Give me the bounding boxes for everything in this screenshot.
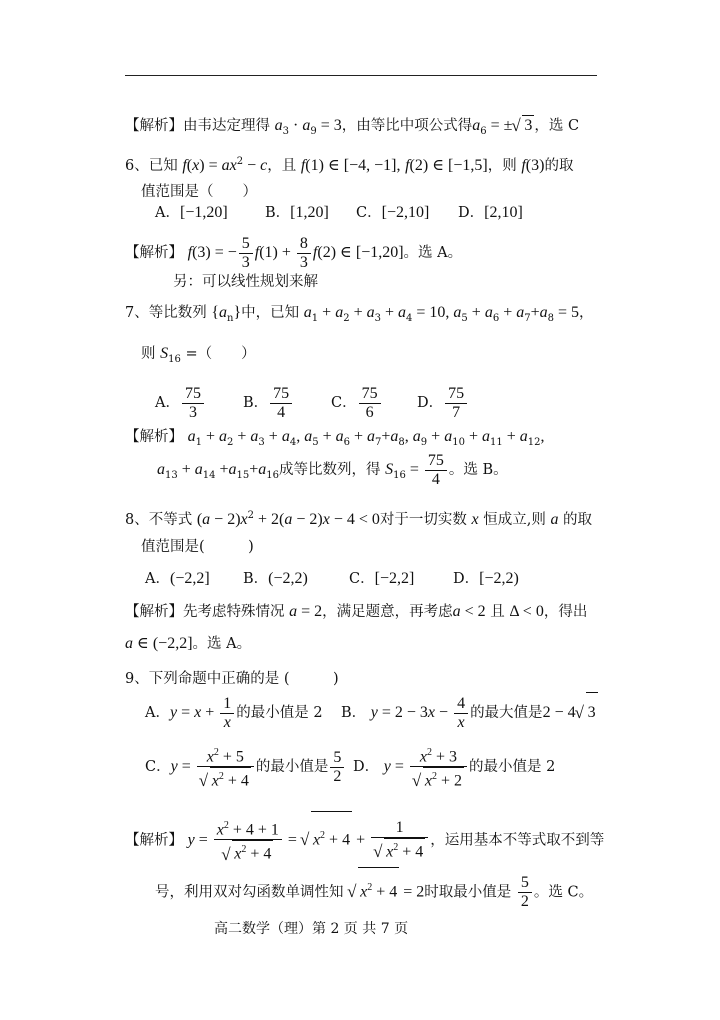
page-footer: 高二数学（理）第 2 页 共 7 页	[214, 921, 409, 937]
q6-solution: 【解析】 f(3) = − $\frac{5}{3}$ f(1) + $\frac{8}{3}$ f(2) ∈ [−1,20]。选 A。	[125, 234, 463, 271]
q7-options: A． $\frac{75}{3}$ B． $\frac{75}{4}$ C． $\frac{75}{6}$ D． $\frac{75}{7}$	[155, 381, 469, 425]
q6-alt-note: 另：可以线性规划来解	[173, 274, 318, 290]
q7-stem-line2: 则 $S_{16}$ =（ ）	[141, 345, 256, 365]
solution-tag: 【解析】	[125, 604, 183, 620]
q8-solution-line2: a ∈ (−2,2]。选 A。	[125, 635, 252, 652]
q5-solution: 【解析】由韦达定理得 $a_3 \cdot a_9 = 3$，由等比中项公式得$a_6$ = ±√ 3 ，选 C	[125, 115, 579, 142]
q9-options-ab: A．y = x + $\frac{1}{x}$ 的最小值是 2 B． y = 2 − 3x − $\frac{4}{x}$ 的最大值是2 − 4√ 3	[145, 692, 598, 733]
solution-tag: 【解析】	[125, 118, 183, 134]
q9-options-cd: C．y = $x^2 + 5$ √ $x^2 + 4$ 的最小值是 $\frac{5}{2}$ D． y = $x^2 + 3$ √ $x^2 + 2$ 的最小值是 2	[145, 743, 555, 791]
q8-stem: 8、不等式 $(a - 2)x^2 + 2(a - 2)x - 4 < 0$对于一切实数 x 恒成立,则 a 的取	[125, 510, 593, 528]
q7-solution-line2: $a_{13} + a_{14} +a_{15}+a_{16}$成等比数列，得 $S_{16}$ = $\frac{75}{4}$ 。选 B。	[157, 451, 508, 488]
q8-solution: 【解析】先考虑特殊情况 a = 2，满足题意，再考虑a < 2 且 Δ < 0，得出	[125, 603, 588, 620]
q6-stem: 6、已知 $f(x) = ax^2 - c$，且 f(1) ∈ [−4, −1], f(2) ∈ [−1,5]，则 f(3)的取	[125, 156, 574, 174]
header-rule	[125, 75, 597, 76]
q9-solution-line2: 号，利用双对勾函数单调性知 √ $x^2 + 4 = 2$时取最小值是 $\frac{5}{2}$ 。选 C。	[155, 867, 593, 912]
q6-options: A．[−1,20] B．[1,20] C．[−2,10] D．[2,10]	[155, 204, 523, 221]
q9-stem: 9、下列命题中正确的是 ( )	[125, 671, 339, 687]
q8-options: A．(−2,2] B．(−2,2) C．[−2,2] D．[−2,2)	[145, 570, 519, 587]
q7-solution: 【解析】 $a_1 + a_2 + a_3 + a_4$, $a_5 + a_6 + a_7+a_8$, $a_9 + a_{10} + a_{11} + a_{12}$,	[125, 428, 545, 448]
q6-stem-line2: 值范围是（ ）	[141, 184, 257, 200]
solution-tag: 【解析】	[125, 429, 183, 445]
q8-stem-line2: 值范围是( )	[141, 539, 254, 555]
q9-solution: 【解析】 y = $x^2 + 4 + 1$ √ $x^2 + 4$ = √ $x^2 + 4$ + 1 √ $x^2 + 4$ ，运用基本不等式取不到等	[125, 811, 604, 864]
solution-tag: 【解析】	[125, 245, 183, 261]
solution-tag: 【解析】	[125, 832, 183, 849]
q7-stem: 7、等比数列 $\{a_n\}$中，已知 $a_1 + a_2 + a_3 + a_4 = 10$, $a_5 + a_6 + a_7+a_8 = 5$，	[125, 304, 594, 324]
